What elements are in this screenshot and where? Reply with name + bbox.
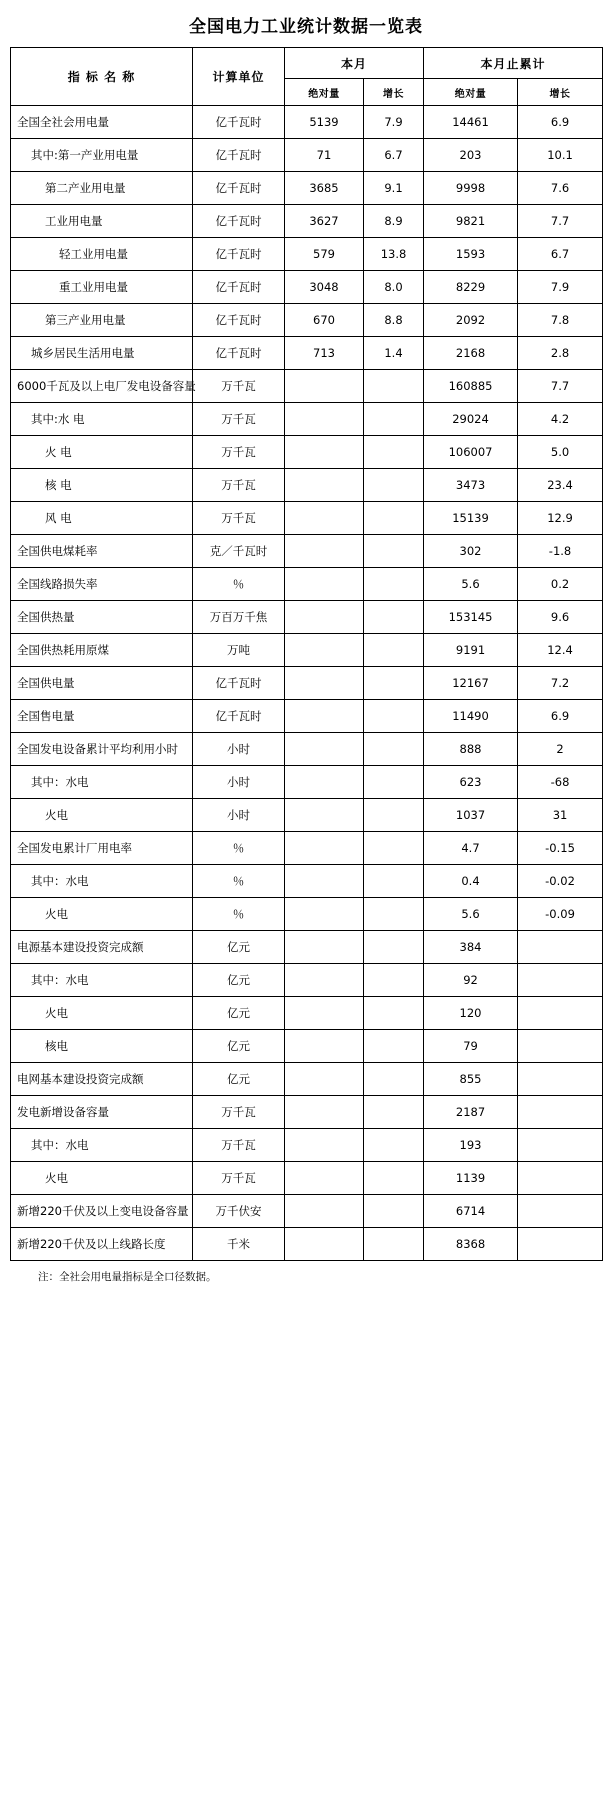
header-month-growth: 增长 xyxy=(364,79,424,106)
row-month-absolute: 71 xyxy=(285,139,364,172)
row-month-absolute xyxy=(285,1162,364,1195)
table-row xyxy=(11,1195,603,1228)
row-indicator-label: 全国发电设备累计平均利用小时 xyxy=(11,733,193,766)
row-indicator-label: 全国发电累计厂用电率 xyxy=(11,832,193,865)
row-cumulative-growth: 2 xyxy=(518,733,603,766)
row-unit: 小时 xyxy=(193,733,285,766)
row-cumulative-growth: -0.15 xyxy=(518,832,603,865)
row-cumulative-absolute: 160885 xyxy=(424,370,518,403)
row-cumulative-absolute: 153145 xyxy=(424,601,518,634)
row-unit: 万千瓦 xyxy=(193,436,285,469)
row-unit: 亿元 xyxy=(193,997,285,1030)
row-month-absolute: 670 xyxy=(285,304,364,337)
table-row xyxy=(11,271,603,304)
row-month-absolute: 3685 xyxy=(285,172,364,205)
row-unit: ％ xyxy=(193,865,285,898)
row-month-growth xyxy=(364,799,424,832)
row-month-growth xyxy=(364,403,424,436)
row-cumulative-absolute: 2168 xyxy=(424,337,518,370)
row-cumulative-growth: 6.9 xyxy=(518,700,603,733)
row-indicator-label: 全国全社会用电量 xyxy=(11,106,193,139)
table-header xyxy=(11,48,603,106)
table-row xyxy=(11,436,603,469)
row-unit: 亿元 xyxy=(193,1063,285,1096)
table-row xyxy=(11,172,603,205)
row-month-absolute xyxy=(285,1228,364,1261)
row-month-absolute xyxy=(285,403,364,436)
row-month-growth xyxy=(364,898,424,931)
row-month-growth xyxy=(364,535,424,568)
row-month-growth xyxy=(364,370,424,403)
row-cumulative-absolute: 4.7 xyxy=(424,832,518,865)
row-month-absolute xyxy=(285,469,364,502)
row-indicator-label: 工业用电量 xyxy=(11,205,193,238)
row-indicator-label: 火电 xyxy=(11,898,193,931)
row-indicator-label: 全国售电量 xyxy=(11,700,193,733)
row-indicator-label: 火 电 xyxy=(11,436,193,469)
row-month-absolute xyxy=(285,997,364,1030)
row-unit: 亿千瓦时 xyxy=(193,205,285,238)
row-cumulative-absolute: 3473 xyxy=(424,469,518,502)
row-month-growth xyxy=(364,964,424,997)
header-unit: 计算单位 xyxy=(193,48,285,106)
row-cumulative-growth: 4.2 xyxy=(518,403,603,436)
row-cumulative-growth xyxy=(518,1162,603,1195)
row-unit: 亿元 xyxy=(193,1030,285,1063)
row-cumulative-growth: 7.6 xyxy=(518,172,603,205)
row-unit: 万千瓦 xyxy=(193,469,285,502)
table-row xyxy=(11,832,603,865)
row-cumulative-growth xyxy=(518,997,603,1030)
table-row xyxy=(11,964,603,997)
row-cumulative-growth xyxy=(518,1096,603,1129)
row-month-absolute xyxy=(285,1195,364,1228)
row-cumulative-growth: 5.0 xyxy=(518,436,603,469)
row-cumulative-growth xyxy=(518,1063,603,1096)
row-unit: 亿千瓦时 xyxy=(193,172,285,205)
row-indicator-label: 火电 xyxy=(11,1162,193,1195)
row-month-growth xyxy=(364,997,424,1030)
row-cumulative-growth: -68 xyxy=(518,766,603,799)
row-unit: 亿千瓦时 xyxy=(193,139,285,172)
row-month-absolute xyxy=(285,700,364,733)
row-month-growth xyxy=(364,667,424,700)
row-month-absolute: 579 xyxy=(285,238,364,271)
row-unit: ％ xyxy=(193,568,285,601)
row-month-absolute: 713 xyxy=(285,337,364,370)
row-month-growth: 13.8 xyxy=(364,238,424,271)
row-cumulative-absolute: 15139 xyxy=(424,502,518,535)
row-unit: 克／千瓦时 xyxy=(193,535,285,568)
row-month-growth xyxy=(364,700,424,733)
page-title: 全国电力工业统计数据一览表 xyxy=(189,17,423,37)
row-cumulative-growth: -0.02 xyxy=(518,865,603,898)
table-row xyxy=(11,1030,603,1063)
row-month-growth: 8.0 xyxy=(364,271,424,304)
table-row xyxy=(11,634,603,667)
row-month-absolute xyxy=(285,1063,364,1096)
row-month-growth xyxy=(364,931,424,964)
row-month-growth xyxy=(364,634,424,667)
row-cumulative-growth xyxy=(518,1228,603,1261)
row-month-absolute xyxy=(285,832,364,865)
row-cumulative-absolute: 623 xyxy=(424,766,518,799)
row-indicator-label: 第二产业用电量 xyxy=(11,172,193,205)
row-cumulative-absolute: 2187 xyxy=(424,1096,518,1129)
table-row xyxy=(11,403,603,436)
row-cumulative-absolute: 8368 xyxy=(424,1228,518,1261)
row-unit: 千米 xyxy=(193,1228,285,1261)
header-indicator: 指 标 名 称 xyxy=(11,48,193,106)
table-row xyxy=(11,502,603,535)
table-row xyxy=(11,667,603,700)
row-month-growth: 1.4 xyxy=(364,337,424,370)
row-indicator-label: 6000千瓦及以上电厂发电设备容量 xyxy=(11,370,193,403)
row-month-absolute xyxy=(285,568,364,601)
table-note: 注：全社会用电量指标是全口径数据。 xyxy=(38,1271,217,1283)
table-row xyxy=(11,1129,603,1162)
row-month-growth: 6.7 xyxy=(364,139,424,172)
row-month-growth xyxy=(364,1063,424,1096)
row-unit: 万百万千焦 xyxy=(193,601,285,634)
row-indicator-label: 全国供电量 xyxy=(11,667,193,700)
row-unit: 亿千瓦时 xyxy=(193,700,285,733)
row-month-growth xyxy=(364,568,424,601)
row-cumulative-growth: 7.7 xyxy=(518,205,603,238)
header-cumulative-absolute: 绝对量 xyxy=(424,79,518,106)
row-month-absolute xyxy=(285,1129,364,1162)
row-month-absolute: 3048 xyxy=(285,271,364,304)
row-month-absolute xyxy=(285,799,364,832)
row-month-absolute xyxy=(285,1030,364,1063)
row-cumulative-growth: 2.8 xyxy=(518,337,603,370)
table-row xyxy=(11,733,603,766)
row-indicator-label: 重工业用电量 xyxy=(11,271,193,304)
row-cumulative-absolute: 11490 xyxy=(424,700,518,733)
row-cumulative-absolute: 106007 xyxy=(424,436,518,469)
row-unit: 亿千瓦时 xyxy=(193,304,285,337)
row-cumulative-growth: 6.9 xyxy=(518,106,603,139)
row-unit: 万千瓦 xyxy=(193,1162,285,1195)
row-indicator-label: 核 电 xyxy=(11,469,193,502)
row-cumulative-growth xyxy=(518,1129,603,1162)
power-statistics-table xyxy=(10,47,603,1261)
table-row xyxy=(11,1228,603,1261)
row-indicator-label: 其中：水电 xyxy=(11,964,193,997)
row-cumulative-growth: 7.7 xyxy=(518,370,603,403)
table-row xyxy=(11,1096,603,1129)
row-cumulative-absolute: 302 xyxy=(424,535,518,568)
row-month-growth xyxy=(364,766,424,799)
table-row xyxy=(11,898,603,931)
row-cumulative-growth: -1.8 xyxy=(518,535,603,568)
table-row xyxy=(11,370,603,403)
row-month-absolute xyxy=(285,1096,364,1129)
row-cumulative-growth: 10.1 xyxy=(518,139,603,172)
header-month-absolute: 绝对量 xyxy=(285,79,364,106)
row-cumulative-growth: -0.09 xyxy=(518,898,603,931)
row-cumulative-growth xyxy=(518,931,603,964)
row-cumulative-absolute: 1593 xyxy=(424,238,518,271)
row-month-absolute xyxy=(285,766,364,799)
row-indicator-label: 其中：水电 xyxy=(11,865,193,898)
row-month-growth xyxy=(364,502,424,535)
row-cumulative-absolute: 14461 xyxy=(424,106,518,139)
row-month-growth xyxy=(364,1228,424,1261)
table-row xyxy=(11,931,603,964)
header-row-top xyxy=(11,48,603,79)
row-indicator-label: 新增220千伏及以上线路长度 xyxy=(11,1228,193,1261)
row-indicator-label: 城乡居民生活用电量 xyxy=(11,337,193,370)
row-month-growth xyxy=(364,865,424,898)
row-indicator-label: 轻工业用电量 xyxy=(11,238,193,271)
row-cumulative-absolute: 2092 xyxy=(424,304,518,337)
row-cumulative-growth: 12.9 xyxy=(518,502,603,535)
row-cumulative-growth: 6.7 xyxy=(518,238,603,271)
row-month-absolute: 5139 xyxy=(285,106,364,139)
row-unit: 亿千瓦时 xyxy=(193,238,285,271)
row-unit: 万千瓦 xyxy=(193,502,285,535)
table-body xyxy=(11,106,603,1261)
header-cumulative-growth: 增长 xyxy=(518,79,603,106)
row-month-absolute xyxy=(285,535,364,568)
row-month-absolute xyxy=(285,370,364,403)
row-cumulative-absolute: 1139 xyxy=(424,1162,518,1195)
table-row xyxy=(11,205,603,238)
row-cumulative-absolute: 9821 xyxy=(424,205,518,238)
row-unit: 亿千瓦时 xyxy=(193,667,285,700)
row-cumulative-absolute: 855 xyxy=(424,1063,518,1096)
row-month-growth xyxy=(364,832,424,865)
row-cumulative-absolute: 5.6 xyxy=(424,568,518,601)
row-cumulative-absolute: 5.6 xyxy=(424,898,518,931)
row-month-absolute xyxy=(285,502,364,535)
row-cumulative-growth: 7.9 xyxy=(518,271,603,304)
table-row xyxy=(11,1063,603,1096)
row-month-growth: 8.8 xyxy=(364,304,424,337)
row-cumulative-absolute: 0.4 xyxy=(424,865,518,898)
row-cumulative-growth: 9.6 xyxy=(518,601,603,634)
row-indicator-label: 电源基本建设投资完成额 xyxy=(11,931,193,964)
row-indicator-label: 电网基本建设投资完成额 xyxy=(11,1063,193,1096)
table-row xyxy=(11,865,603,898)
row-month-growth: 8.9 xyxy=(364,205,424,238)
table-row xyxy=(11,997,603,1030)
row-month-absolute xyxy=(285,898,364,931)
row-unit: 亿千瓦时 xyxy=(193,271,285,304)
row-indicator-label: 全国线路损失率 xyxy=(11,568,193,601)
row-indicator-label: 全国供热耗用原煤 xyxy=(11,634,193,667)
row-cumulative-growth: 31 xyxy=(518,799,603,832)
row-cumulative-growth xyxy=(518,964,603,997)
row-unit: 亿元 xyxy=(193,964,285,997)
row-indicator-label: 发电新增设备容量 xyxy=(11,1096,193,1129)
row-unit: 万千瓦 xyxy=(193,403,285,436)
row-month-absolute xyxy=(285,436,364,469)
row-month-absolute xyxy=(285,601,364,634)
row-unit: 万吨 xyxy=(193,634,285,667)
row-indicator-label: 第三产业用电量 xyxy=(11,304,193,337)
row-unit: ％ xyxy=(193,832,285,865)
row-indicator-label: 其中：水电 xyxy=(11,766,193,799)
row-month-absolute xyxy=(285,865,364,898)
row-unit: 亿元 xyxy=(193,931,285,964)
table-row xyxy=(11,700,603,733)
row-cumulative-absolute: 120 xyxy=(424,997,518,1030)
row-unit: 亿千瓦时 xyxy=(193,337,285,370)
row-month-growth xyxy=(364,1030,424,1063)
row-cumulative-absolute: 1037 xyxy=(424,799,518,832)
row-indicator-label: 其中:第一产业用电量 xyxy=(11,139,193,172)
row-cumulative-absolute: 9191 xyxy=(424,634,518,667)
row-unit: 万千瓦 xyxy=(193,1096,285,1129)
table-row xyxy=(11,106,603,139)
row-cumulative-absolute: 9998 xyxy=(424,172,518,205)
row-cumulative-absolute: 29024 xyxy=(424,403,518,436)
table-row xyxy=(11,1162,603,1195)
row-cumulative-growth: 7.2 xyxy=(518,667,603,700)
row-unit: 万千伏安 xyxy=(193,1195,285,1228)
row-cumulative-growth xyxy=(518,1030,603,1063)
row-unit: 小时 xyxy=(193,799,285,832)
row-cumulative-absolute: 384 xyxy=(424,931,518,964)
row-month-growth xyxy=(364,1129,424,1162)
row-month-absolute xyxy=(285,733,364,766)
row-unit: ％ xyxy=(193,898,285,931)
row-cumulative-growth: 7.8 xyxy=(518,304,603,337)
row-month-growth: 9.1 xyxy=(364,172,424,205)
row-cumulative-absolute: 6714 xyxy=(424,1195,518,1228)
row-month-growth: 7.9 xyxy=(364,106,424,139)
row-month-absolute xyxy=(285,667,364,700)
table-row xyxy=(11,238,603,271)
table-row xyxy=(11,139,603,172)
table-row xyxy=(11,304,603,337)
row-indicator-label: 其中：水电 xyxy=(11,1129,193,1162)
row-month-absolute: 3627 xyxy=(285,205,364,238)
row-cumulative-absolute: 92 xyxy=(424,964,518,997)
row-cumulative-growth: 23.4 xyxy=(518,469,603,502)
row-indicator-label: 火电 xyxy=(11,799,193,832)
row-cumulative-growth: 0.2 xyxy=(518,568,603,601)
table-row xyxy=(11,601,603,634)
header-group-month: 本月 xyxy=(285,48,424,79)
row-indicator-label: 新增220千伏及以上变电设备容量 xyxy=(11,1195,193,1228)
row-month-absolute xyxy=(285,634,364,667)
row-indicator-label: 全国供热量 xyxy=(11,601,193,634)
row-cumulative-absolute: 193 xyxy=(424,1129,518,1162)
row-month-growth xyxy=(364,436,424,469)
table-row xyxy=(11,568,603,601)
table-row xyxy=(11,799,603,832)
row-cumulative-absolute: 203 xyxy=(424,139,518,172)
table-row xyxy=(11,469,603,502)
row-month-absolute xyxy=(285,931,364,964)
row-month-growth xyxy=(364,733,424,766)
row-month-growth xyxy=(364,1162,424,1195)
header-group-cumulative: 本月止累计 xyxy=(424,48,603,79)
row-unit: 亿千瓦时 xyxy=(193,106,285,139)
row-indicator-label: 其中:水 电 xyxy=(11,403,193,436)
table-row xyxy=(11,337,603,370)
row-unit: 万千瓦 xyxy=(193,370,285,403)
row-indicator-label: 火电 xyxy=(11,997,193,1030)
row-month-growth xyxy=(364,1195,424,1228)
row-cumulative-growth: 12.4 xyxy=(518,634,603,667)
row-unit: 小时 xyxy=(193,766,285,799)
row-month-absolute xyxy=(285,964,364,997)
row-indicator-label: 核电 xyxy=(11,1030,193,1063)
row-cumulative-absolute: 12167 xyxy=(424,667,518,700)
row-indicator-label: 全国供电煤耗率 xyxy=(11,535,193,568)
row-cumulative-absolute: 888 xyxy=(424,733,518,766)
row-cumulative-absolute: 8229 xyxy=(424,271,518,304)
row-month-growth xyxy=(364,469,424,502)
row-cumulative-absolute: 79 xyxy=(424,1030,518,1063)
row-month-growth xyxy=(364,1096,424,1129)
row-indicator-label: 风 电 xyxy=(11,502,193,535)
table-row xyxy=(11,535,603,568)
row-unit: 万千瓦 xyxy=(193,1129,285,1162)
row-cumulative-growth xyxy=(518,1195,603,1228)
row-month-growth xyxy=(364,601,424,634)
table-row xyxy=(11,766,603,799)
